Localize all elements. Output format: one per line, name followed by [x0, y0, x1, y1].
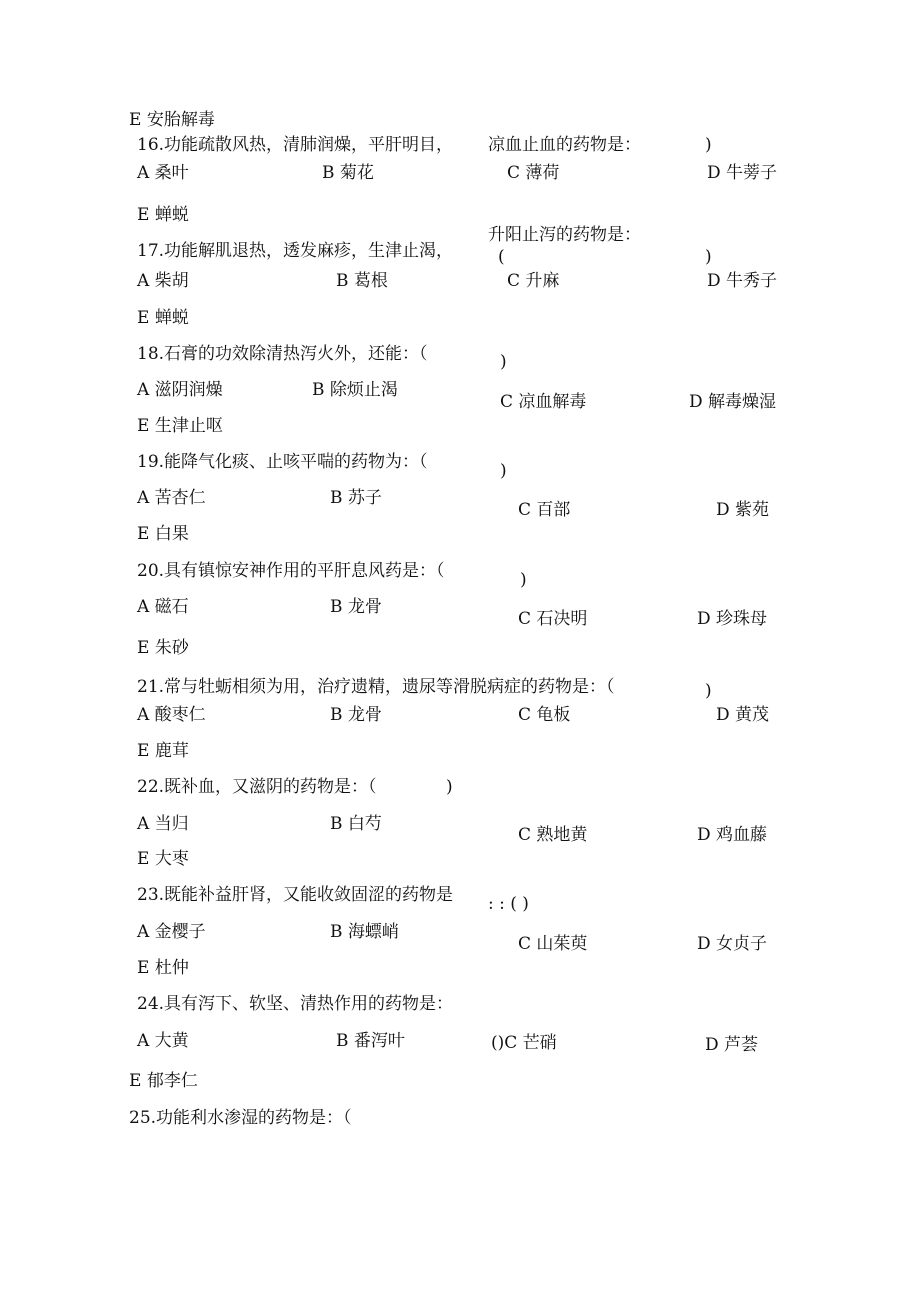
q16-option-b: B 菊花	[322, 163, 374, 183]
q24-option-e: E 郁李仁	[129, 1071, 198, 1091]
q25-stem: 25.功能利水渗湿的药物是：（	[129, 1108, 352, 1128]
q20-option-d: D 珍珠母	[697, 609, 768, 629]
q16-option-a: A 桑叶	[137, 163, 189, 183]
q20-option-e: E 朱砂	[137, 638, 189, 658]
q19-stem: 19.能降气化痰、止咳平喘的药物为：（	[137, 452, 428, 472]
q24-stem: 24.具有泻下、软坚、清热作用的药物是：	[137, 994, 454, 1014]
q20-option-c: C 石决明	[518, 609, 588, 629]
q24-option-a: A 大黄	[137, 1031, 189, 1051]
q16-option-c: C 薄荷	[507, 163, 560, 183]
q18-paren: )	[500, 352, 507, 372]
q16-stem: 16.功能疏散风热，清肺润燥，平肝明目，	[137, 135, 454, 155]
q19-option-c: C 百部	[518, 500, 571, 520]
q19-option-d: D 紫苑	[716, 500, 770, 520]
q20-option-b: B 龙骨	[330, 597, 382, 617]
q21-paren: )	[705, 681, 712, 701]
q23-option-b: B 海螵峭	[330, 922, 399, 942]
q18-option-e: E 生津止呕	[137, 416, 223, 436]
q18-option-d: D 解毒燥湿	[689, 392, 777, 412]
q19-option-b: B 苏子	[330, 488, 382, 508]
q23-option-e: E 杜仲	[137, 958, 189, 978]
q20-stem: 20.具有镇惊安神作用的平肝息风药是：（	[137, 561, 445, 581]
q16-option-d: D 牛蒡子	[707, 163, 778, 183]
q23-paren: : : ( )	[488, 894, 529, 914]
q15-option-e: E 安胎解毒	[129, 110, 215, 130]
q17-option-b: B 葛根	[336, 271, 388, 291]
q22-option-c: C 熟地黄	[518, 825, 588, 845]
q22-option-e: E 大枣	[137, 849, 189, 869]
q18-option-c: C 凉血解毒	[500, 392, 587, 412]
q22-option-d: D 鸡血藤	[697, 825, 768, 845]
q22-stem: 22.既补血，又滋阴的药物是：（	[137, 777, 377, 797]
q18-stem: 18.石膏的功效除清热泻火外，还能：（	[137, 344, 428, 364]
q17-paren-close: )	[705, 247, 712, 267]
q21-option-e: E 鹿茸	[137, 741, 189, 761]
q17-option-c: C 升麻	[507, 271, 560, 291]
q23-option-c: C 山茱萸	[518, 934, 588, 954]
q24-option-d: D 芦荟	[705, 1035, 759, 1055]
q18-option-b: B 除烦止渴	[312, 380, 398, 400]
q21-option-b: B 龙骨	[330, 705, 382, 725]
q16-option-e: E 蝉蜕	[137, 205, 189, 225]
q19-option-a: A 苦杏仁	[137, 488, 206, 508]
q18-option-a: A 滋阴润燥	[137, 380, 223, 400]
q16-stem-continued: 凉血止血的药物是：	[488, 135, 641, 155]
q17-paren-open: (	[498, 247, 505, 267]
q17-option-d: D 牛秀子	[707, 271, 778, 291]
q16-paren: )	[705, 135, 712, 155]
q23-stem: 23.既能补益肝肾，又能收敛固涩的药物是	[137, 885, 454, 905]
q17-option-a: A 柴胡	[137, 271, 189, 291]
q23-option-d: D 女贞子	[697, 934, 768, 954]
q20-option-a: A 磁石	[137, 597, 189, 617]
q22-option-a: A 当归	[137, 814, 189, 834]
q22-paren: )	[446, 777, 453, 797]
q22-option-b: B 白芍	[330, 814, 382, 834]
q17-option-e: E 蝉蜕	[137, 308, 189, 328]
q24-option-b: B 番泻叶	[336, 1031, 405, 1051]
q20-paren: )	[520, 570, 527, 590]
q17-stem: 17.功能解肌退热，透发麻疹，生津止渴，	[137, 241, 454, 261]
q19-option-e: E 白果	[137, 524, 189, 544]
q23-option-a: A 金樱子	[137, 922, 206, 942]
q19-paren: )	[500, 461, 507, 481]
q21-option-c: C 龟板	[518, 705, 571, 725]
q21-stem: 21.常与牡蛎相须为用，治疗遗精，遗尿等滑脱病症的药物是：（	[137, 677, 615, 697]
q21-option-a: A 酸枣仁	[137, 705, 206, 725]
q17-stem-continued: 升阳止泻的药物是：	[488, 225, 641, 245]
q21-option-d: D 黄茂	[716, 705, 770, 725]
q24-option-c: ()C 芒硝	[491, 1033, 557, 1053]
